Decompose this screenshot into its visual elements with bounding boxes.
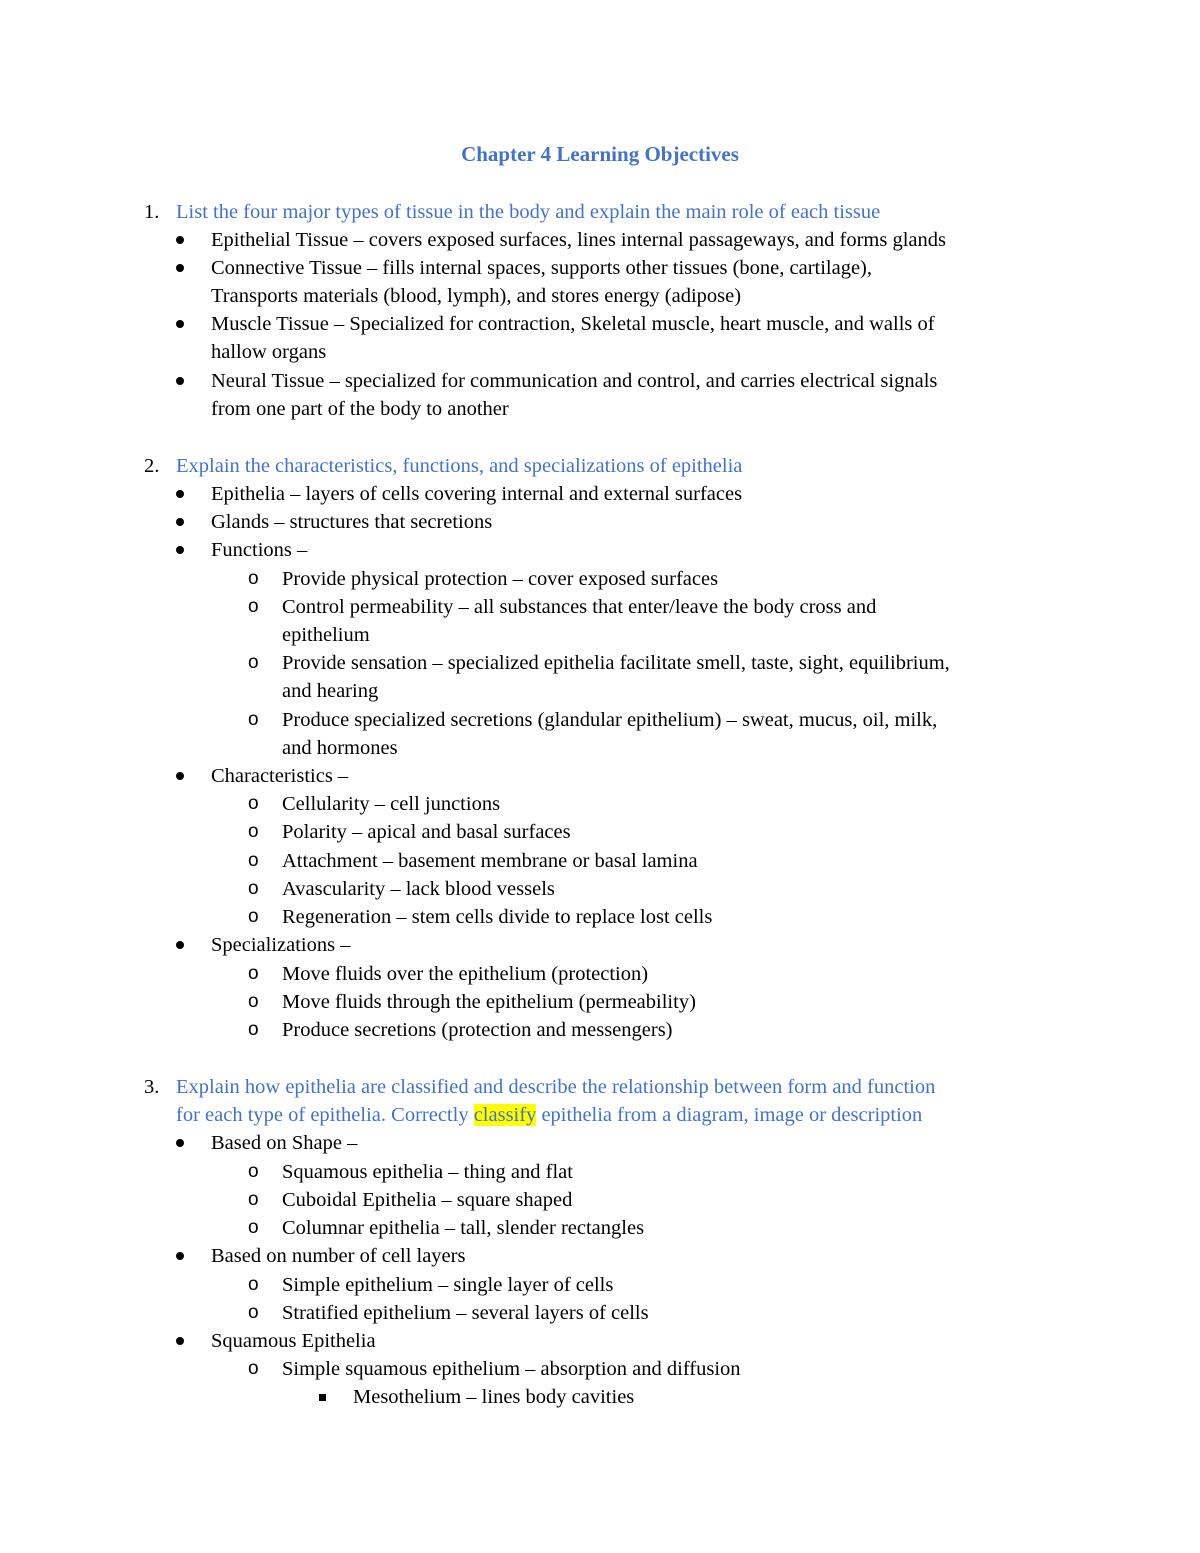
sub-list-item-continuation: epithelium — [282, 624, 370, 646]
sub-list-item-continuation: and hearing — [282, 680, 379, 702]
circle-bullet-icon: o — [248, 1274, 259, 1295]
list-item: Based on Shape – — [211, 1132, 358, 1154]
list-item: Glands – structures that secretions — [211, 511, 493, 533]
circle-bullet-icon: o — [248, 1161, 259, 1182]
sub-list-item: Move fluids over the epithelium (protection) — [282, 963, 649, 985]
circle-bullet-icon: o — [248, 1189, 259, 1210]
circle-bullet-icon: o — [248, 709, 259, 730]
circle-bullet-icon: o — [248, 652, 259, 673]
list-item: Epithelial Tissue – covers exposed surfaces, lines internal passageways, and forms glands — [211, 229, 946, 251]
sub-list-item-continuation: and hormones — [282, 737, 398, 759]
objective-number: 2. — [144, 455, 160, 477]
circle-bullet-icon: o — [248, 1217, 259, 1238]
sub-list-item: Simple squamous epithelium – absorption and diffusion — [282, 1358, 741, 1380]
bullet-icon — [176, 772, 184, 780]
bullet-icon — [176, 377, 184, 385]
sub-list-item: Stratified epithelium – several layers of cells — [282, 1302, 649, 1324]
objective-heading: Explain the characteristics, functions, and specializations of epithelia — [176, 455, 743, 477]
list-item-continuation: from one part of the body to another — [211, 398, 509, 420]
bullet-icon — [176, 1252, 184, 1260]
circle-bullet-icon: o — [248, 1302, 259, 1323]
list-item: Connective Tissue – fills internal spaces, supports other tissues (bone, cartilage), — [211, 257, 873, 279]
circle-bullet-icon: o — [248, 793, 259, 814]
square-bullet-icon — [319, 1394, 326, 1401]
circle-bullet-icon: o — [248, 906, 259, 927]
bullet-icon — [176, 941, 184, 949]
objective-heading: List the four major types of tissue in the body and explain the main role of each tissue — [176, 201, 881, 223]
circle-bullet-icon: o — [248, 821, 259, 842]
sub-list-item: Squamous epithelia – thing and flat — [282, 1161, 573, 1183]
sub-list-item: Avascularity – lack blood vessels — [282, 878, 555, 900]
heading-text: epithelia from a diagram, image or description — [536, 1104, 923, 1126]
circle-bullet-icon: o — [248, 1019, 259, 1040]
circle-bullet-icon: o — [248, 568, 259, 589]
list-item-continuation: hallow organs — [211, 341, 327, 363]
list-item: Muscle Tissue – Specialized for contraction, Skeletal muscle, heart muscle, and walls of — [211, 313, 935, 335]
sub-list-item: Columnar epithelia – tall, slender rectangles — [282, 1217, 645, 1239]
circle-bullet-icon: o — [248, 991, 259, 1012]
bullet-icon — [176, 546, 184, 554]
sub-list-item: Produce specialized secretions (glandular epithelium) – sweat, mucus, oil, milk, — [282, 709, 938, 731]
list-item: Squamous Epithelia — [211, 1330, 376, 1352]
bullet-icon — [176, 264, 184, 272]
list-item: Neural Tissue – specialized for communication and control, and carries electrical signals — [211, 370, 938, 392]
circle-bullet-icon: o — [248, 1358, 259, 1379]
objective-number: 3. — [144, 1076, 160, 1098]
circle-bullet-icon: o — [248, 596, 259, 617]
sub-list-item: Simple epithelium – single layer of cells — [282, 1274, 614, 1296]
bullet-icon — [176, 518, 184, 526]
sub-list-item: Provide sensation – specialized epithelia facilitate smell, taste, sight, equilibrium, — [282, 652, 950, 674]
list-item: Characteristics – — [211, 765, 349, 787]
sub-list-item: Control permeability – all substances that enter/leave the body cross and — [282, 596, 877, 618]
sub-list-item: Cuboidal Epithelia – square shaped — [282, 1189, 573, 1211]
objective-heading: Explain how epithelia are classified and describe the relationship between form and function — [176, 1076, 936, 1098]
heading-text: for each type of epithelia. Correctly — [176, 1104, 474, 1126]
highlighted-word: classify — [473, 1104, 537, 1126]
list-item: Based on number of cell layers — [211, 1245, 466, 1267]
circle-bullet-icon: o — [248, 850, 259, 871]
sub-list-item: Cellularity – cell junctions — [282, 793, 501, 815]
page-title: Chapter 4 Learning Objectives — [461, 142, 739, 166]
sub-list-item: Move fluids through the epithelium (permeability) — [282, 991, 696, 1013]
sub-list-item: Polarity – apical and basal surfaces — [282, 821, 571, 843]
circle-bullet-icon: o — [248, 963, 259, 984]
bullet-icon — [176, 236, 184, 244]
circle-bullet-icon: o — [248, 878, 259, 899]
sub-list-item: Produce secretions (protection and messengers) — [282, 1019, 673, 1041]
bullet-icon — [176, 1337, 184, 1345]
bullet-icon — [176, 1139, 184, 1147]
list-item: Specializations – — [211, 934, 351, 956]
list-item: Epithelia – layers of cells covering internal and external surfaces — [211, 483, 743, 505]
sub-list-item: Attachment – basement membrane or basal lamina — [282, 850, 698, 872]
objective-heading-continuation — [176, 1101, 922, 1129]
objective-number: 1. — [144, 201, 160, 223]
list-item: Functions – — [211, 539, 308, 561]
sub-sub-list-item: Mesothelium – lines body cavities — [353, 1386, 635, 1408]
sub-list-item: Regeneration – stem cells divide to replace lost cells — [282, 906, 713, 928]
bullet-icon — [176, 320, 184, 328]
sub-list-item: Provide physical protection – cover exposed surfaces — [282, 568, 719, 590]
list-item-continuation: Transports materials (blood, lymph), and stores energy (adipose) — [211, 285, 742, 307]
bullet-icon — [176, 490, 184, 498]
